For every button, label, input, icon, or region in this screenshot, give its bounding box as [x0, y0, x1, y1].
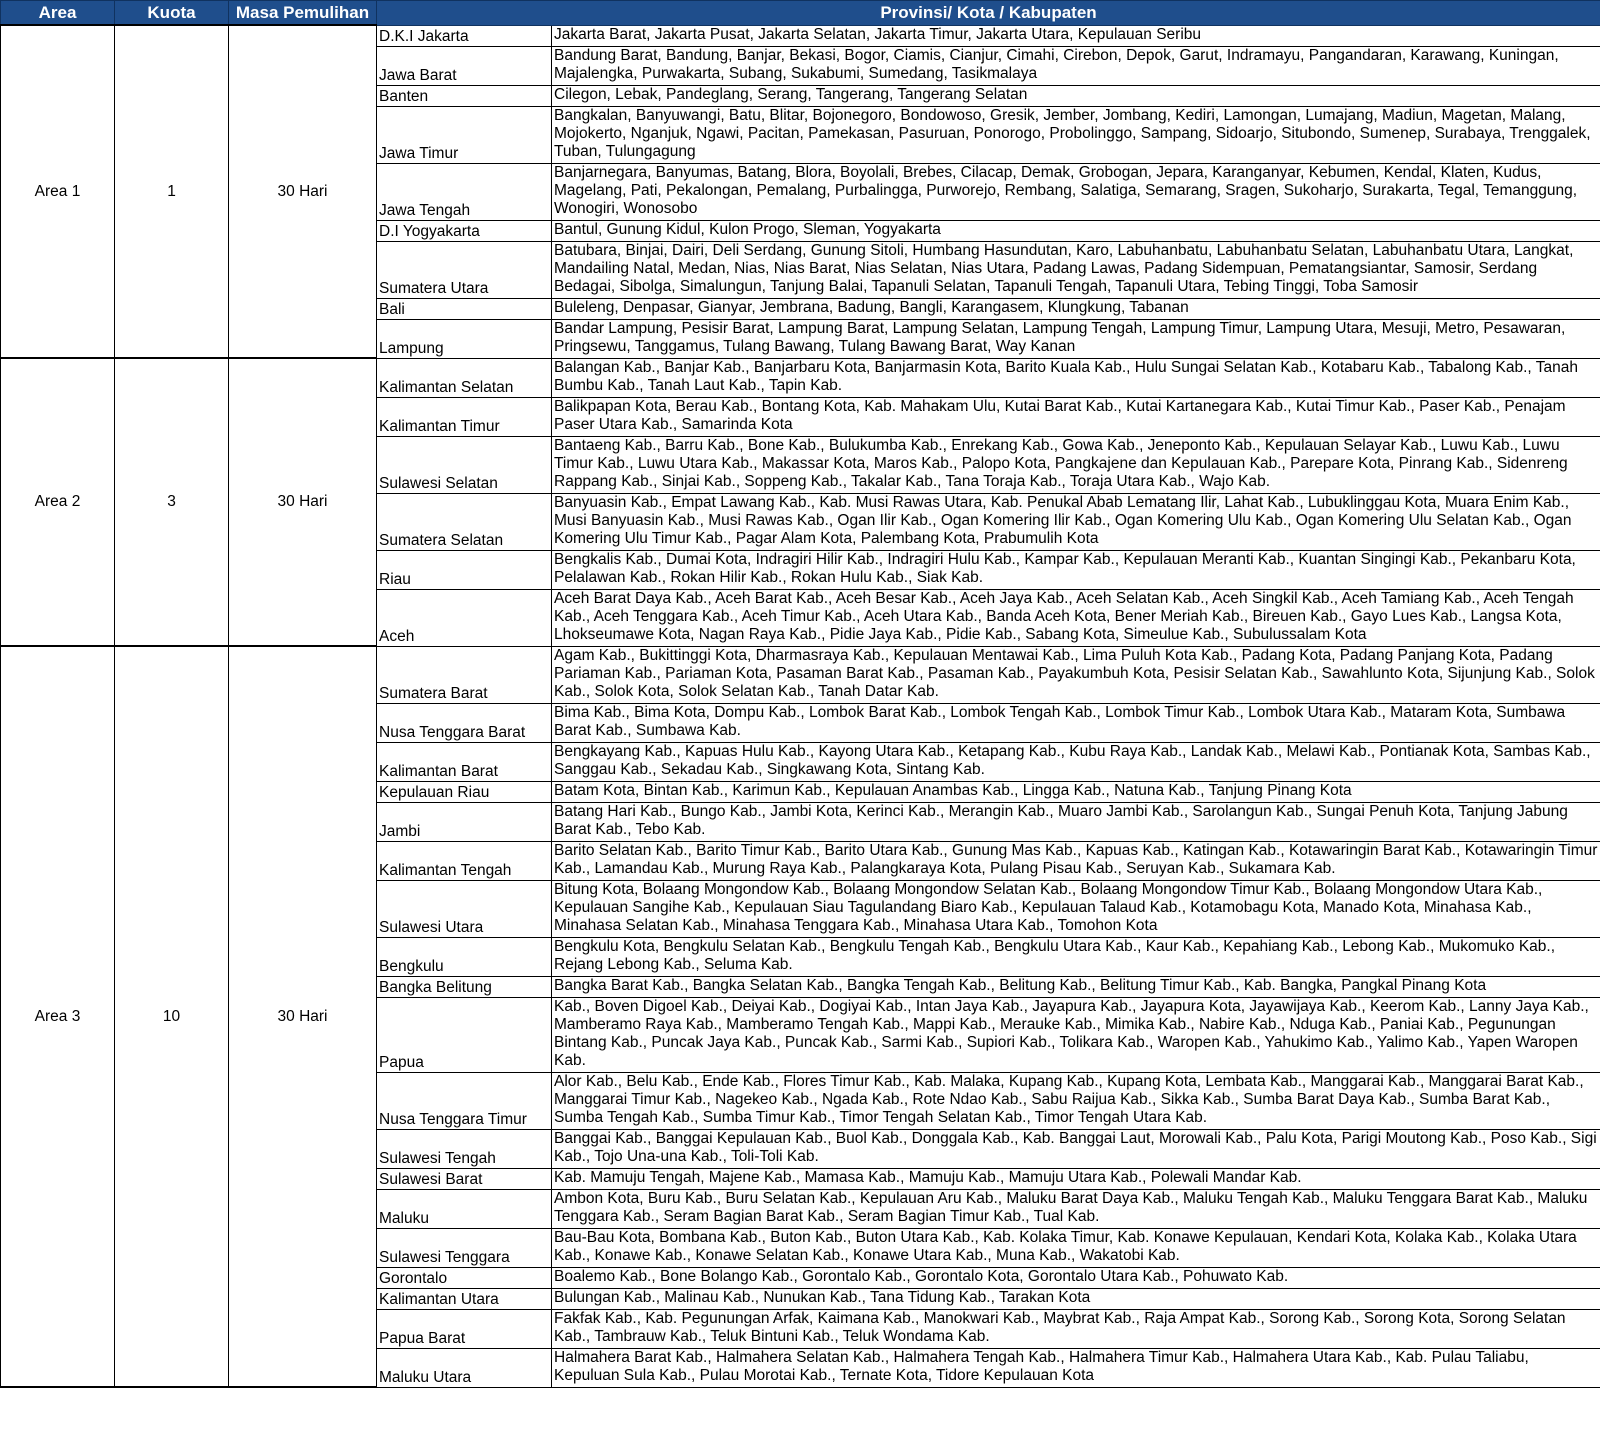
province-cell: Nusa Tenggara Barat [377, 703, 552, 742]
cities-cell: Ambon Kota, Buru Kab., Buru Selatan Kab., Kepulauan Aru Kab., Maluku Barat Daya Kab., Maluku Tengah Kab., Maluku Tenggara Barat Kab., Maluku Tenggara Kab., Seram Bagian Barat Kab., Seram Bagian Timur Kab., Tual Kab. [552, 1189, 1600, 1228]
province-cell: Sumatera Selatan [377, 493, 552, 550]
province-cell: Sulawesi Tengah [377, 1129, 552, 1168]
cities-cell: Banggai Kab., Banggai Kepulauan Kab., Buol Kab., Donggala Kab., Kab. Banggai Laut, Morowali Kab., Palu Kota, Parigi Moutong Kab., Poso Kab., Sigi Kab., Tojo Una-una Kab., Toli-Toli Kab. [552, 1129, 1600, 1168]
masa-pemulihan-cell: 30 Hari [229, 646, 377, 1387]
province-cell: Gorontalo [377, 1267, 552, 1288]
cities-cell: Batubara, Binjai, Dairi, Deli Serdang, Gunung Sitoli, Humbang Hasundutan, Karo, Labuhanbatu, Labuhanbatu Selatan, Labuhanbatu Utara, Langkat, Mandailing Natal, Medan, Nias, Nias Barat, Nias Selatan, Nias Utara, Padang Lawas, Padang Sidempuan, Pematangsiantar, Samosir, Serdang Bedagai, Sibolga, Simalungun, Tanjung Balai, Tapanuli Selatan, Tapanuli Tengah, Tapanuli Utara, Tebing Tinggi, Toba Samosir [552, 241, 1600, 298]
province-cell: Sulawesi Utara [377, 880, 552, 937]
table-row [1, 25, 1600, 46]
cities-cell: Kab., Boven Digoel Kab., Deiyai Kab., Dogiyai Kab., Intan Jaya Kab., Jayapura Kab., Jayapura Kota, Jayawijaya Kab., Keerom Kab., Lanny Jaya Kab., Mamberamo Raya Kab., Mamberamo Tengah Kab., Mappi Kab., Merauke Kab., Mimika Kab., Nabire Kab., Nduga Kab., Paniai Kab., Pegunungan Bintang Kab., Puncak Jaya Kab., Puncak Kab., Sarmi Kab., Supiori Kab., Tolikara Kab., Waropen Kab., Yahukimo Kab., Yalimo Kab., Yapen Waropen Kab. [552, 997, 1600, 1072]
masa-pemulihan-cell: 30 Hari [229, 358, 377, 646]
cities-cell: Kab. Mamuju Tengah, Majene Kab., Mamasa Kab., Mamuju Kab., Mamuju Utara Kab., Polewali Mandar Kab. [552, 1168, 1600, 1189]
header-kuota: Kuota [115, 1, 229, 26]
cities-cell: Bantaeng Kab., Barru Kab., Bone Kab., Bulukumba Kab., Enrekang Kab., Gowa Kab., Jeneponto Kab., Kepulauan Selayar Kab., Luwu Kab., Luwu Timur Kab., Luwu Utara Kab., Makassar Kota, Maros Kab., Palopo Kota, Pangkajene dan Kepulauan Kab., Parepare Kota, Pinrang Kab., Sidenreng Rappang Kab., Sinjai Kab., Soppeng Kab., Takalar Kab., Tana Toraja Kab., Toraja Utara Kab., Wajo Kab. [552, 436, 1600, 493]
province-cell: Sumatera Utara [377, 241, 552, 298]
province-cell: Banten [377, 85, 552, 106]
province-cell: Maluku [377, 1189, 552, 1228]
province-cell: Jawa Barat [377, 46, 552, 85]
area-cell: Area 2 [1, 358, 115, 646]
province-cell: Jawa Tengah [377, 163, 552, 220]
cities-cell: Bitung Kota, Bolaang Mongondow Kab., Bolaang Mongondow Selatan Kab., Bolaang Mongondow Timur Kab., Bolaang Mongondow Utara Kab., Kepulauan Sangihe Kab., Kepulauan Siau Tagulandang Biaro Kab., Kepulauan Talaud Kab., Kotamobagu Kota, Manado Kota, Minahasa Kab., Minahasa Selatan Kab., Minahasa Tenggara Kab., Minahasa Utara Kab., Tomohon Kota [552, 880, 1600, 937]
cities-cell: Bantul, Gunung Kidul, Kulon Progo, Sleman, Yogyakarta [552, 220, 1600, 241]
province-cell: Kalimantan Barat [377, 742, 552, 781]
province-cell: Kalimantan Timur [377, 397, 552, 436]
masa-pemulihan-cell: 30 Hari [229, 25, 377, 358]
province-cell: D.I Yogyakarta [377, 220, 552, 241]
province-cell: Papua Barat [377, 1309, 552, 1348]
cities-cell: Bangkalan, Banyuwangi, Batu, Blitar, Bojonegoro, Bondowoso, Gresik, Jember, Jombang, Kediri, Lamongan, Lumajang, Madiun, Magetan, Malang, Mojokerto, Nganjuk, Ngawi, Pacitan, Pamekasan, Pasuruan, Ponorogo, Probolinggo, Sampang, Sidoarjo, Situbondo, Sumenep, Surabaya, Trenggalek, Tuban, Tulungagung [552, 106, 1600, 163]
province-cell: Bali [377, 298, 552, 319]
cities-cell: Bengkalis Kab., Dumai Kota, Indragiri Hilir Kab., Indragiri Hulu Kab., Kampar Kab., Kepulauan Meranti Kab., Kuantan Singingi Kab., Pekanbaru Kota, Pelalawan Kab., Rokan Hilir Kab., Rokan Hulu Kab., Siak Kab. [552, 550, 1600, 589]
cities-cell: Boalemo Kab., Bone Bolango Kab., Gorontalo Kab., Gorontalo Kota, Gorontalo Utara Kab., Pohuwato Kab. [552, 1267, 1600, 1288]
province-cell: Kalimantan Tengah [377, 841, 552, 880]
cities-cell: Batam Kota, Bintan Kab., Karimun Kab., Kepulauan Anambas Kab., Lingga Kab., Natuna Kab., Tanjung Pinang Kota [552, 781, 1600, 802]
cities-cell: Batang Hari Kab., Bungo Kab., Jambi Kota, Kerinci Kab., Merangin Kab., Muaro Jambi Kab., Sarolangun Kab., Sungai Penuh Kota, Tanjung Jabung Barat Kab., Tebo Kab. [552, 802, 1600, 841]
cities-cell: Bandung Barat, Bandung, Banjar, Bekasi, Bogor, Ciamis, Cianjur, Cimahi, Cirebon, Depok, Garut, Indramayu, Pangandaran, Karawang, Kuningan, Majalengka, Purwakarta, Subang, Sukabumi, Sumedang, Tasikmalaya [552, 46, 1600, 85]
province-cell: Jambi [377, 802, 552, 841]
province-cell: Sulawesi Selatan [377, 436, 552, 493]
cities-cell: Bulungan Kab., Malinau Kab., Nunukan Kab., Tana Tidung Kab., Tarakan Kota [552, 1288, 1600, 1309]
province-cell: Jawa Timur [377, 106, 552, 163]
cities-cell: Fakfak Kab., Kab. Pegunungan Arfak, Kaimana Kab., Manokwari Kab., Maybrat Kab., Raja Ampat Kab., Sorong Kab., Sorong Kota, Sorong Selatan Kab., Tambrauw Kab., Teluk Bintuni Kab., Teluk Wondama Kab. [552, 1309, 1600, 1348]
cities-cell: Bima Kab., Bima Kota, Dompu Kab., Lombok Barat Kab., Lombok Tengah Kab., Lombok Timur Kab., Lombok Utara Kab., Mataram Kota, Sumbawa Barat Kab., Sumbawa Kab. [552, 703, 1600, 742]
cities-cell: Banyuasin Kab., Empat Lawang Kab., Kab. Musi Rawas Utara, Kab. Penukal Abab Lematang Ilir, Lahat Kab., Lubuklinggau Kota, Muara Enim Kab., Musi Banyuasin Kab., Musi Rawas Kab., Ogan Ilir Kab., Ogan Komering Ilir Kab., Ogan Komering Ulu Kab., Ogan Komering Ulu Selatan Kab., Ogan Komering Ulu Timur Kab., Pagar Alam Kota, Palembang Kota, Prabumulih Kota [552, 493, 1600, 550]
province-cell: Maluku Utara [377, 1348, 552, 1387]
kuota-cell: 1 [115, 25, 229, 358]
province-cell: Lampung [377, 319, 552, 358]
cities-cell: Balangan Kab., Banjar Kab., Banjarbaru Kota, Banjarmasin Kota, Barito Kuala Kab., Hulu Sungai Selatan Kab., Kotabaru Kab., Tabalong Kab., Tanah Bumbu Kab., Tanah Laut Kab., Tapin Kab. [552, 358, 1600, 397]
province-cell: Kepulauan Riau [377, 781, 552, 802]
province-cell: Bangka Belitung [377, 976, 552, 997]
cities-cell: Aceh Barat Daya Kab., Aceh Barat Kab., Aceh Besar Kab., Aceh Jaya Kab., Aceh Selatan Kab., Aceh Singkil Kab., Aceh Tamiang Kab., Aceh Tengah Kab., Aceh Tenggara Kab., Aceh Timur Kab., Aceh Utara Kab., Banda Aceh Kota, Bener Meriah Kab., Bireuen Kab., Gayo Lues Kab., Langsa Kota, Lhokseumawe Kota, Nagan Raya Kab., Pidie Jaya Kab., Pidie Kab., Sabang Kota, Simeulue Kab., Subulussalam Kota [552, 589, 1600, 646]
cities-cell: Halmahera Barat Kab., Halmahera Selatan Kab., Halmahera Tengah Kab., Halmahera Timur Kab., Halmahera Utara Kab., Kab. Pulau Taliabu, Kepuluan Sula Kab., Pulau Morotai Kab., Ternate Kota, Tidore Kepulauan Kota [552, 1348, 1600, 1387]
cities-cell: Bengkayang Kab., Kapuas Hulu Kab., Kayong Utara Kab., Ketapang Kab., Kubu Raya Kab., Landak Kab., Melawi Kab., Pontianak Kota, Sambas Kab., Sanggau Kab., Sekadau Kab., Singkawang Kota, Sintang Kab. [552, 742, 1600, 781]
table-row [1, 358, 1600, 397]
cities-cell: Barito Selatan Kab., Barito Timur Kab., Barito Utara Kab., Gunung Mas Kab., Kapuas Kab., Katingan Kab., Kotawaringin Barat Kab., Kotawaringin Timur Kab., Lamandau Kab., Murung Raya Kab., Palangkaraya Kota, Pulang Pisau Kab., Seruyan Kab., Sukamara Kab. [552, 841, 1600, 880]
header-area: Area [1, 1, 115, 26]
cities-cell: Cilegon, Lebak, Pandeglang, Serang, Tangerang, Tangerang Selatan [552, 85, 1600, 106]
cities-cell: Bangka Barat Kab., Bangka Selatan Kab., Bangka Tengah Kab., Belitung Kab., Belitung Timur Kab., Kab. Bangka, Pangkal Pinang Kota [552, 976, 1600, 997]
kuota-cell: 3 [115, 358, 229, 646]
area-cell: Area 1 [1, 25, 115, 358]
province-cell: Riau [377, 550, 552, 589]
province-cell: Sulawesi Barat [377, 1168, 552, 1189]
province-cell: Kalimantan Utara [377, 1288, 552, 1309]
cities-cell: Balikpapan Kota, Berau Kab., Bontang Kota, Kab. Mahakam Ulu, Kutai Barat Kab., Kutai Kartanegara Kab., Kutai Timur Kab., Paser Kab., Penajam Paser Utara Kab., Samarinda Kota [552, 397, 1600, 436]
province-cell: Aceh [377, 589, 552, 646]
province-cell: Nusa Tenggara Timur [377, 1072, 552, 1129]
header-row [1, 1, 1600, 26]
cities-cell: Alor Kab., Belu Kab., Ende Kab., Flores Timur Kab., Kab. Malaka, Kupang Kab., Kupang Kota, Lembata Kab., Manggarai Kab., Manggarai Barat Kab., Manggarai Timur Kab., Nagekeo Kab., Ngada Kab., Rote Ndao Kab., Sabu Raijua Kab., Sikka Kab., Sumba Barat Daya Kab., Sumba Barat Kab., Sumba Tengah Kab., Sumba Timur Kab., Timor Tengah Selatan Kab., Timor Tengah Utara Kab. [552, 1072, 1600, 1129]
cities-cell: Banjarnegara, Banyumas, Batang, Blora, Boyolali, Brebes, Cilacap, Demak, Grobogan, Jepara, Karanganyar, Kebumen, Kendal, Klaten, Kudus, Magelang, Pati, Pekalongan, Pemalang, Purbalingga, Purworejo, Rembang, Salatiga, Semarang, Sragen, Sukoharjo, Surakarta, Tegal, Temanggung, Wonogiri, Wonosobo [552, 163, 1600, 220]
table-row [1, 646, 1600, 703]
cities-cell: Bandar Lampung, Pesisir Barat, Lampung Barat, Lampung Selatan, Lampung Tengah, Lampung Timur, Lampung Utara, Mesuji, Metro, Pesawaran, Pringsewu, Tanggamus, Tulang Bawang, Tulang Bawang Barat, Way Kanan [552, 319, 1600, 358]
province-cell: Sumatera Barat [377, 646, 552, 703]
province-cell: Papua [377, 997, 552, 1072]
cities-cell: Buleleng, Denpasar, Gianyar, Jembrana, Badung, Bangli, Karangasem, Klungkung, Tabanan [552, 298, 1600, 319]
province-cell: Kalimantan Selatan [377, 358, 552, 397]
header-masa-pemulihan: Masa Pemulihan [229, 1, 377, 26]
cities-cell: Bau-Bau Kota, Bombana Kab., Buton Kab., Buton Utara Kab., Kab. Kolaka Timur, Kab. Konawe Kepulauan, Kendari Kota, Kolaka Kab., Kolaka Utara Kab., Konawe Kab., Konawe Selatan Kab., Konawe Utara Kab., Muna Kab., Wakatobi Kab. [552, 1228, 1600, 1267]
province-cell: Sulawesi Tenggara [377, 1228, 552, 1267]
kuota-cell: 10 [115, 646, 229, 1387]
cities-cell: Agam Kab., Bukittinggi Kota, Dharmasraya Kab., Kepulauan Mentawai Kab., Lima Puluh Kota Kab., Padang Kota, Padang Panjang Kota, Padang Pariaman Kab., Pariaman Kota, Pasaman Barat Kab., Pasaman Kab., Payakumbuh Kota, Pesisir Selatan Kab., Sawahlunto Kota, Sijunjung Kab., Solok Kab., Solok Kota, Solok Selatan Kab., Tanah Datar Kab. [552, 646, 1600, 703]
area-cell: Area 3 [1, 646, 115, 1387]
cities-cell: Jakarta Barat, Jakarta Pusat, Jakarta Selatan, Jakarta Timur, Jakarta Utara, Kepulauan Seribu [552, 25, 1600, 46]
header-provinsi-kota-kabupaten: Provinsi/ Kota / Kabupaten [377, 1, 1600, 26]
cities-cell: Bengkulu Kota, Bengkulu Selatan Kab., Bengkulu Tengah Kab., Bengkulu Utara Kab., Kaur Kab., Kepahiang Kab., Lebong Kab., Mukomuko Kab., Rejang Lebong Kab., Seluma Kab. [552, 937, 1600, 976]
table-body [1, 25, 1600, 1387]
province-cell: Bengkulu [377, 937, 552, 976]
province-cell: D.K.I Jakarta [377, 25, 552, 46]
